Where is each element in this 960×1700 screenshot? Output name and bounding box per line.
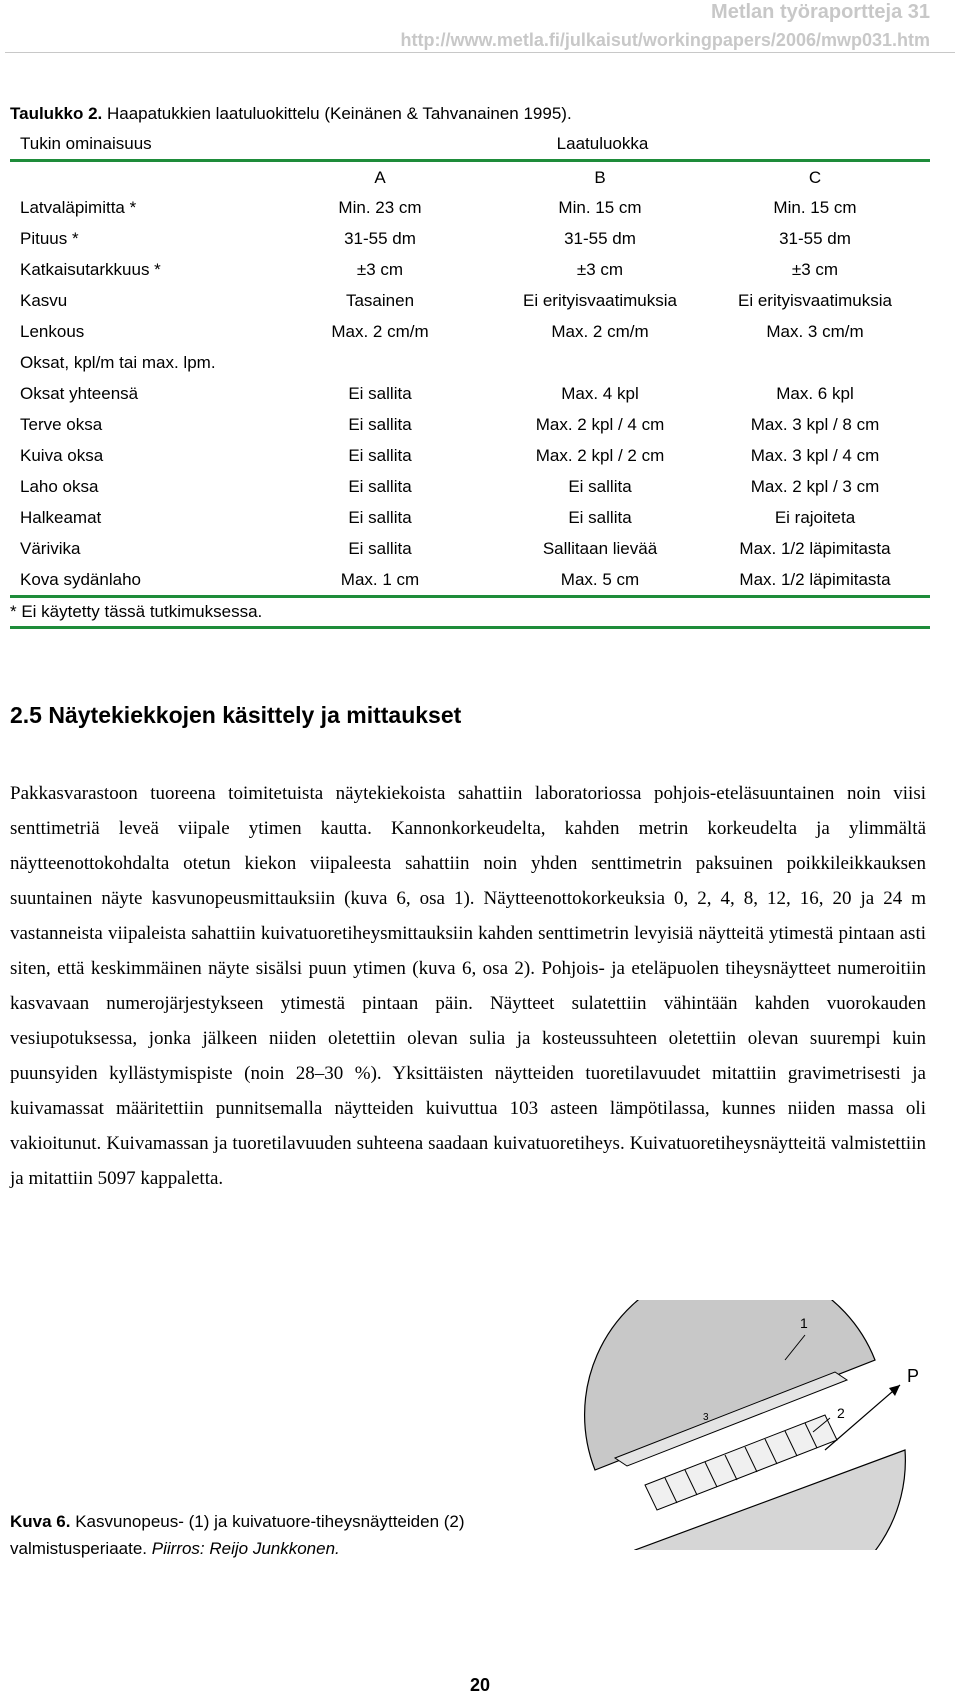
grade-c-cell: Max. 2 kpl / 3 cm	[750, 477, 880, 496]
header-divider	[5, 52, 955, 53]
property-cell: Kova sydänlaho	[20, 570, 141, 589]
table-row	[10, 471, 930, 502]
table-row	[10, 440, 930, 471]
section-heading: 2.5 Näytekiekkojen käsittely ja mittaukset	[10, 702, 462, 728]
page-header	[401, 0, 930, 52]
grade-c-cell: Max. 1/2 läpimitasta	[739, 570, 891, 589]
figure-caption-credit: Piirros: Reijo Junkkonen.	[151, 1539, 340, 1558]
table-caption-label: Taulukko 2.	[10, 104, 103, 123]
table-row	[10, 409, 930, 440]
grade-a-cell: Tasainen	[345, 291, 415, 310]
grade-a-cell: ±3 cm	[356, 260, 404, 279]
grade-b-cell: Ei erityisvaatimuksia	[523, 291, 677, 310]
grade-c-header: C	[808, 168, 822, 187]
table-row	[10, 378, 930, 409]
grade-b-cell: Max. 5 cm	[560, 570, 640, 589]
property-cell: Katkaisutarkkuus *	[20, 260, 161, 279]
figure-caption-label: Kuva 6.	[10, 1512, 71, 1531]
series-title: Metlan työraportteja 31	[711, 1, 930, 23]
grade-b-cell: Max. 2 kpl / 4 cm	[535, 415, 665, 434]
figure-caption	[10, 1508, 570, 1562]
grade-a-cell: Ei sallita	[348, 508, 412, 527]
page-number: 20	[469, 1675, 491, 1695]
grade-b-cell: Max. 2 kpl / 2 cm	[535, 446, 665, 465]
figure-caption-text: Kasvunopeus- (1) ja kuivatuore-tiheysnäytteiden (2) valmistusperiaate.	[10, 1512, 465, 1558]
property-cell: Pituus *	[20, 229, 79, 248]
grade-c-cell: Max. 3 kpl / 4 cm	[750, 446, 880, 465]
table-row	[10, 347, 930, 378]
section-paragraph: Pakkasvarastoon tuoreena toimitetuista näytekiekoista sahattiin laboratoriossa pohjois-eteläsuuntainen noin viisi senttimetriä leveä viipale ytimen kautta. Kannonkorkeudelta, kahden metrin korkeudelta ja ylimmältä näytteenottokohdalta otetun kiekon viipaleesta sahattiin noin yhden senttimetrin paksuinen poikkileikkauksen suuntainen näyte kasvunopeusmittauksiin (kuva 6, osa 1). Näytteenottokorkeuksia 0, 2, 4, 8, 12, 16, 20 ja 24 m vastanneista viipaleista sahattiin kuivatuoretiheysmittauksiin kahden senttimetrin levyisiä näytteitä ytimestä pintaan asti siten, että keskimmäinen näyte sisälsi puun ytimen (kuva 6, osa 2). Pohjois- ja eteläpuolen tiheysnäytteet numeroitiin kasvavaan numerojärjestykseen ytimestä pintaan päin. Näytteet sulatettiin vähintään kahden vuorokauden vesiupotuksessa, jonka jälkeen niiden oletettiin olevan sulia ja kosteussuhteen oletettiin olevan suurempi kuin puunsyiden kyllästymispiste (noin 28–30 %). Yksittäisten näytteiden tuoretilavuudet mitattiin gravimetrisesti ja kuivamassat määritettiin punnitsemalla näytteiden kuivuttua 103 asteen lämpötilassa, kunnes niiden massa oli vakioitunut. Kuivamassan ja tuoretilavuuden suhteena saadaan kuivatuoretiheys. Kuivatuoretiheysnäytteitä valmistettiin ja mitattiin 5097 kappaletta.	[10, 783, 926, 1189]
arrow-head	[889, 1385, 900, 1396]
grade-b-cell: ±3 cm	[576, 260, 624, 279]
grade-c-cell: 31-55 dm	[779, 229, 851, 248]
grade-c-cell: Max. 3 cm/m	[766, 322, 864, 341]
grade-c-cell: Ei rajoiteta	[774, 508, 856, 527]
column-header-grade: Laatuluokka	[556, 134, 649, 153]
property-cell: Lenkous	[20, 322, 85, 341]
grade-b-cell: Max. 2 cm/m	[551, 322, 649, 341]
table-row	[10, 285, 930, 316]
table-body	[10, 192, 930, 595]
grade-c-cell: Max. 3 kpl / 8 cm	[750, 415, 880, 434]
grade-b-cell: Sallitaan lievää	[542, 539, 658, 558]
series-url[interactable]: http://www.metla.fi/julkaisut/workingpapers/2006/mwp031.htm	[400, 30, 930, 50]
table-footnote-rule	[10, 626, 930, 629]
grade-a-cell: Ei sallita	[348, 477, 412, 496]
figure-label-p: P	[907, 1366, 920, 1386]
grade-b-cell: 31-55 dm	[564, 229, 636, 248]
grade-b-header: B	[594, 168, 606, 187]
property-cell: Oksat, kpl/m tai max. lpm.	[20, 353, 216, 372]
grade-c-cell: ±3 cm	[791, 260, 839, 279]
table-row	[10, 502, 930, 533]
table-footnote: * Ei käytetty tässä tutkimuksessa.	[10, 602, 263, 621]
grade-c-cell: Max. 1/2 läpimitasta	[739, 539, 891, 558]
grade-a-cell: Ei sallita	[348, 539, 412, 558]
column-header-property: Tukin ominaisuus	[20, 134, 152, 153]
figure-label-1: 1	[800, 1315, 808, 1331]
grade-a-cell: Max. 1 cm	[340, 570, 420, 589]
table-caption-text: Haapatukkien laatuluokittelu (Keinänen & Tahvanainen 1995).	[102, 104, 572, 123]
property-cell: Halkeamat	[20, 508, 102, 527]
table-row	[10, 254, 930, 285]
grade-b-cell: Max. 4 kpl	[561, 384, 639, 403]
table-row	[10, 223, 930, 254]
grade-a-cell: Ei sallita	[348, 384, 412, 403]
table-row	[10, 533, 930, 564]
property-cell: Laho oksa	[20, 477, 99, 496]
disc-illustration	[575, 1300, 935, 1550]
grade-a-cell: Ei sallita	[348, 415, 412, 434]
property-cell: Latvaläpimitta *	[20, 198, 137, 217]
figure-label-2: 2	[837, 1405, 845, 1421]
table-header-row	[10, 128, 930, 159]
figure-label-3: 3	[703, 1412, 709, 1423]
grade-a-cell: 31-55 dm	[344, 229, 416, 248]
grade-c-cell: Ei erityisvaatimuksia	[738, 291, 892, 310]
table-row	[10, 192, 930, 223]
table-row	[10, 316, 930, 347]
table-row	[10, 564, 930, 595]
grade-a-cell: Min. 23 cm	[338, 198, 422, 217]
sample-preparation-figure	[575, 1300, 935, 1550]
grade-a-cell: Ei sallita	[348, 446, 412, 465]
grade-b-cell: Ei sallita	[568, 508, 632, 527]
grade-b-cell: Ei sallita	[568, 477, 632, 496]
property-cell: Kasvu	[20, 291, 68, 310]
property-cell: Oksat yhteensä	[20, 384, 139, 403]
grade-b-cell: Min. 15 cm	[558, 198, 642, 217]
property-cell: Värivika	[20, 539, 81, 558]
grade-c-cell: Max. 6 kpl	[776, 384, 854, 403]
property-cell: Kuiva oksa	[20, 446, 104, 465]
table-grades-row	[10, 162, 930, 192]
quality-grade-table	[10, 128, 930, 629]
grade-a-header: A	[374, 168, 386, 187]
table-caption	[10, 104, 572, 124]
grade-c-cell: Min. 15 cm	[773, 198, 857, 217]
property-cell: Terve oksa	[20, 415, 103, 434]
grade-a-cell: Max. 2 cm/m	[331, 322, 429, 341]
